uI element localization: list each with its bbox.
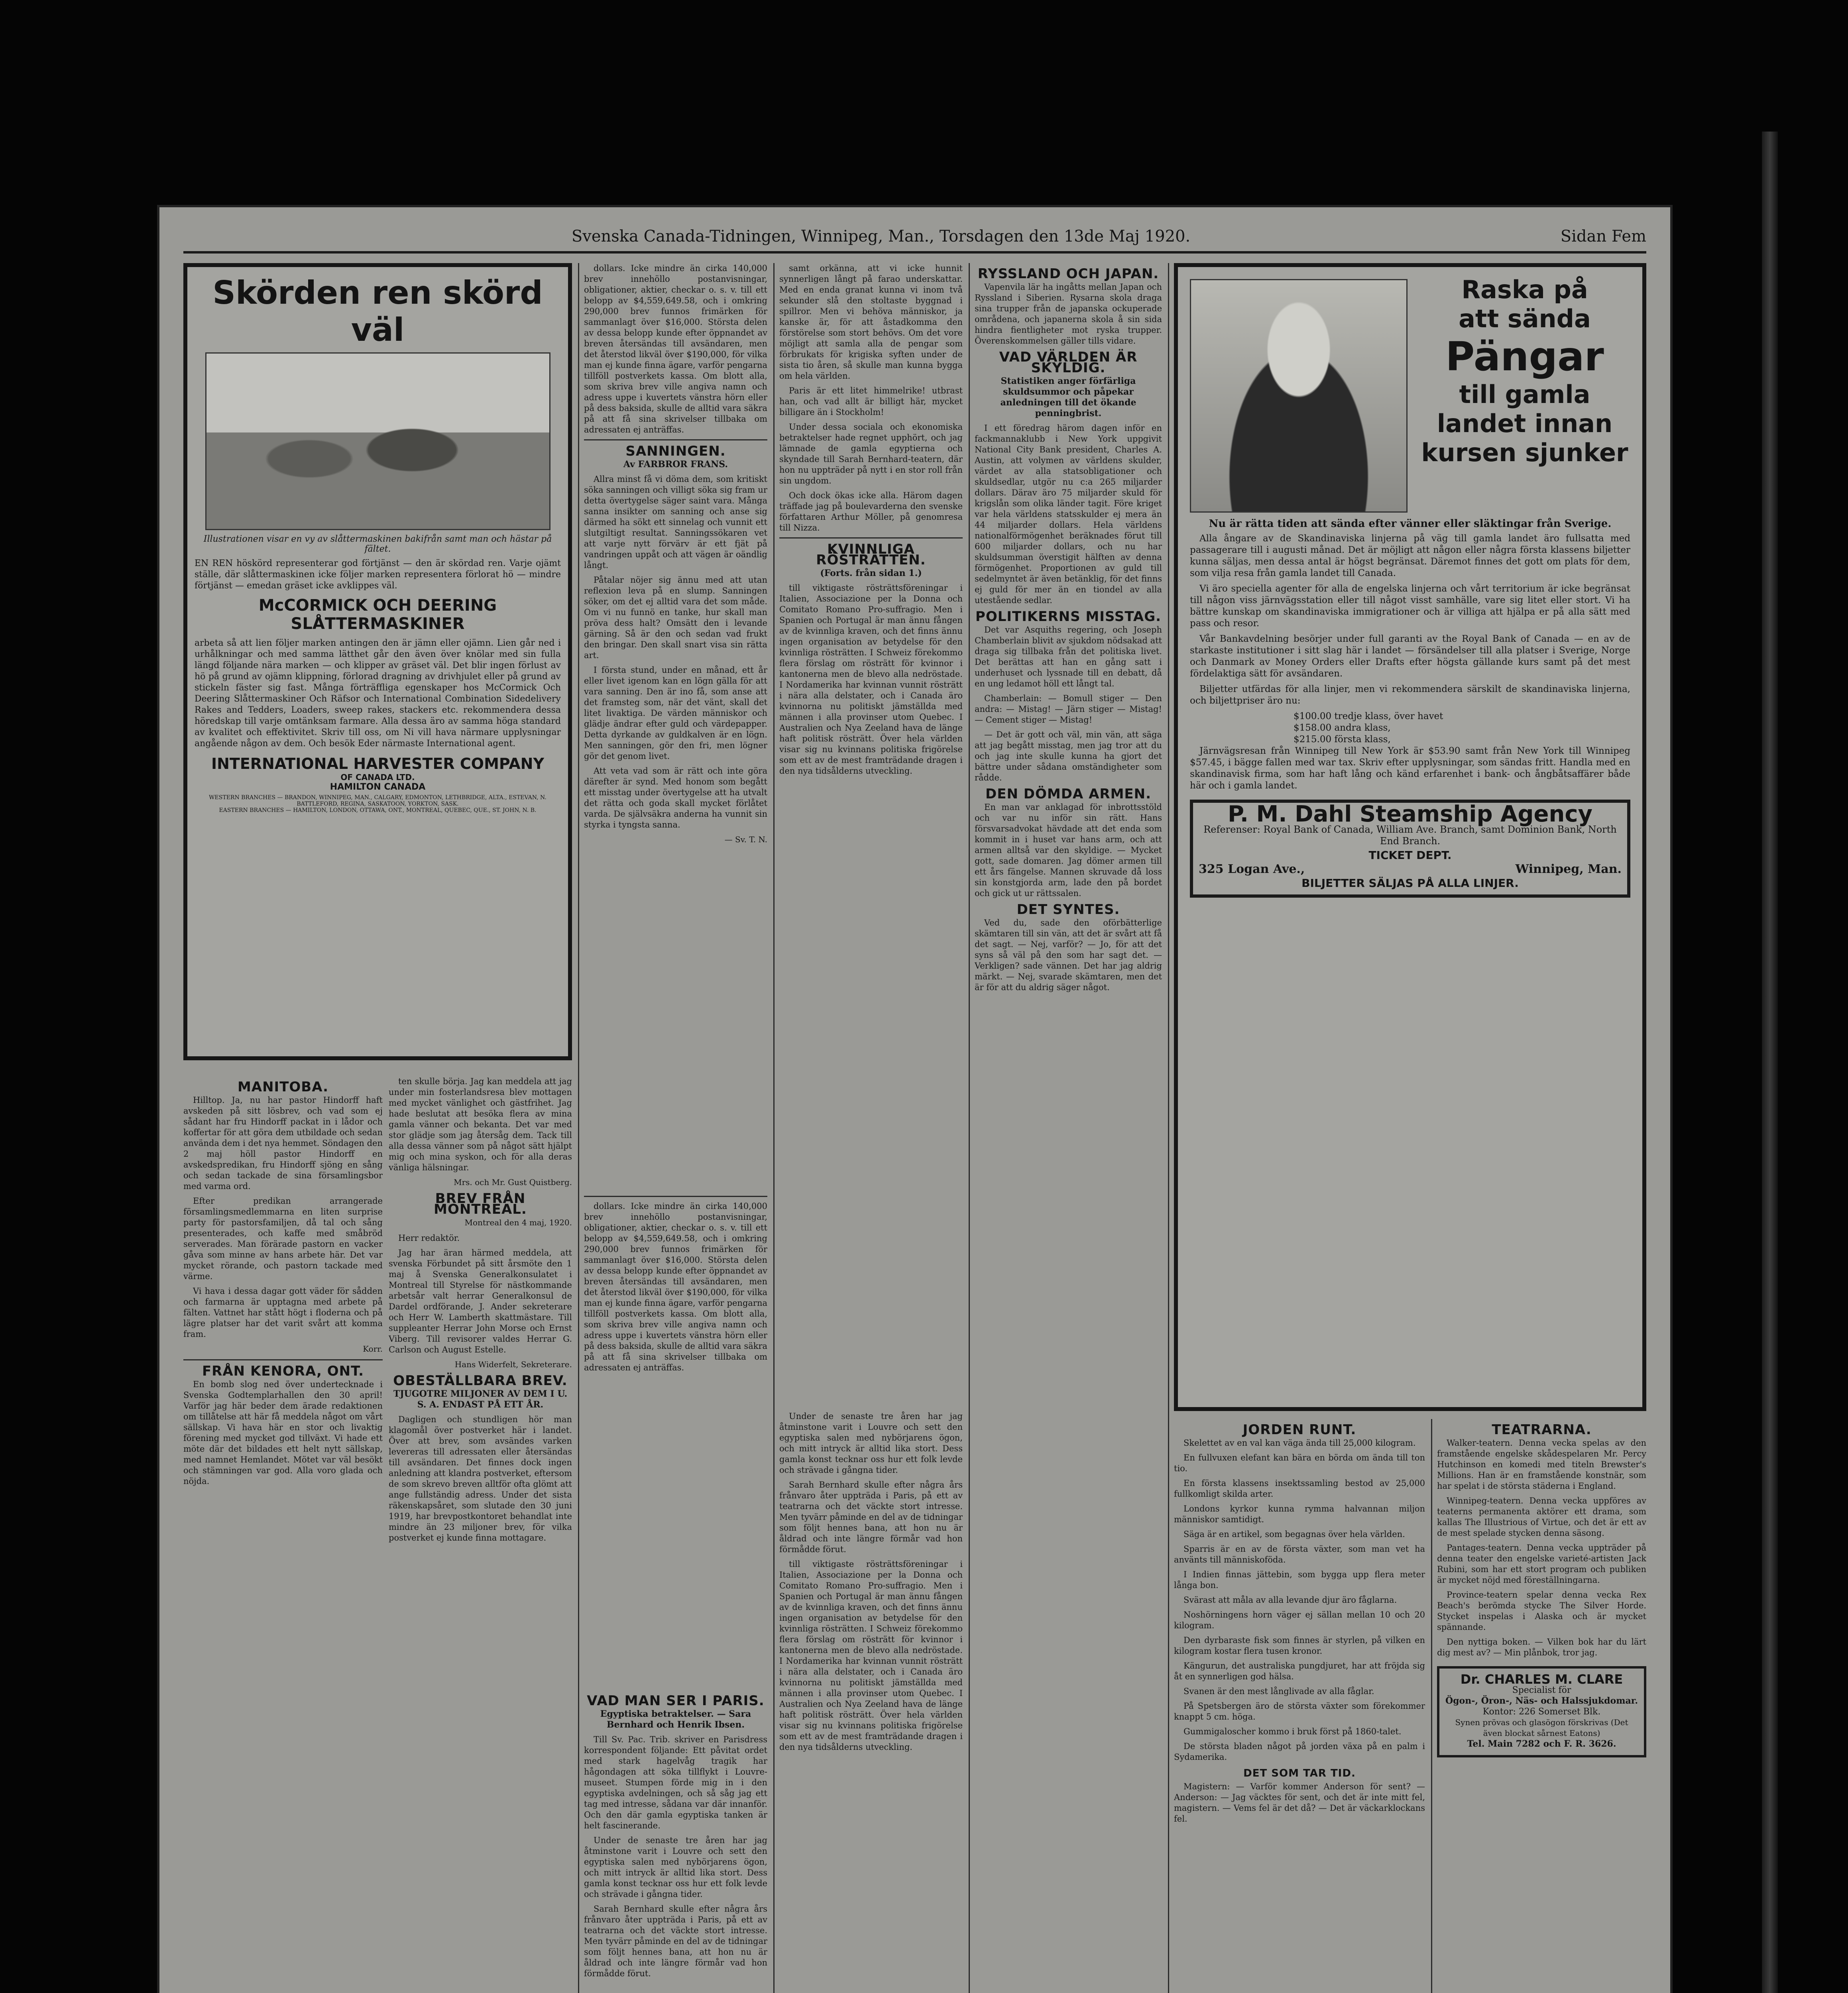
article-signature: Mrs. och Mr. Gust Quistberg. [454, 1177, 572, 1187]
article-signature: — Sv. T. N. [724, 835, 767, 844]
ad-city: HAMILTON CANADA [330, 782, 426, 792]
column-2-bottom [584, 1690, 767, 1993]
ad-headline: att sända [1459, 304, 1591, 333]
article-subheading: Statistiken anger förfärliga skuldsummor och påpekar anledningen till det ökande penningbrist. [1000, 376, 1136, 419]
doctor-specialty: Ögon-, Öron-, Näs- och Halssjukdomar. [1445, 1696, 1638, 1706]
article-text: Vapenvila lär ha ingåtts mellan Japan och Ryssland i Siberien. Rysarna skola draga sina trupper från de japanska ockuperade områdena, och japanerna skola å sin sida hindra fientligheter mot ryska trupper. Överenskommelsen gäller tills vidare. [975, 282, 1162, 346]
newspaper-page [159, 207, 1670, 1993]
article-text: Dagligen och stundligen hör man klagomål över postverket här i landet. Över att brev, som avsändes varken levereras till adressaten eller återsändas till avsändaren. Det finnes dock ingen anledning att klandra postverket, eftersom de som skrevo breven alltför ofta glömt att ange fullständig adress. Under det sista räkenskapsåret, som slutade den 30 juni 1919, har brevpostkontoret behandlat inte mindre än 23 miljoner brev, för vilka postverket ej kunde finna mottagare. [389, 1415, 572, 1543]
ad-body: arbeta så att lien följer marken antingen den är jämn eller ojämn. Lien går ned i urhålkningar och med samma lätthet går den även över knölar med sin fulla längd följande nära marken — och klipper av gräset väl. Det blir ingen förlust av hö på grund av ojämn klippning, förlorad dragning av drivhjulet eller på grund av stickeln fäster sig fast. Många förträffliga egenskaper hos McCormick Och Deering Slåttermaskiner Och Räfsor och International Combination Sidedelivery Rakes and Tedders, Loaders, sweep rakes, stackers etc. rekommendera dessa höredskap till varje omtänksam farmare. Alla dessa äro av samma höga standard av kvalitet och effektivitet. Skriv till oss, om Ni vill hava närmare upplysningar angående någon av dem. Och besök Eder närmaste International agent. [195, 638, 561, 749]
agency-footer: BILJETTER SÄLJAS PÅ ALLA LINJER. [1301, 877, 1519, 890]
ad-text: Vi äro speciella agenter för alla de engelska linjerna och vårt territorium är icke begränsat till någon viss järnvägsstation eller till något visst samhälle, vare sig litet eller stort. Vi ha bättre kunskap om skandinaviska immigrationer och är villiga att hjälpa er på alla sätt med pass och resor. [1190, 584, 1630, 629]
article-text: Till Sv. Pac. Trib. skriver en Parisdress korrespondent följande: Ett påvitat ordet med stark hagelvåg tragik har hågondagen att söka tillflykt i Louvre-museet. Stumpen förde mig in i den egyptiska avdelningen, och så såg jag ett tag med intresse, sådana var där innanför. Och den där gamla egyptiska tanken är helt fascinerande. [584, 1735, 767, 1830]
column-2-middle [584, 1196, 767, 1682]
column-teatrarna [1437, 1419, 1646, 1993]
doctor-title: Specialist för [1512, 1685, 1571, 1695]
ad-branches-east: EASTERN BRANCHES — HAMILTON, LONDON, OTTAWA, ONT., MONTREAL, QUEBEC, QUE., ST. JOHN, N. B. [219, 807, 537, 814]
article-text: Magistern: — Varför kommer Anderson för sent? — Anderson: — Jag väcktes för sent, och det är inte mitt fel, magistern. — Vems fel är det då? — Det är väckarklockans fel. [1174, 1782, 1425, 1824]
ad-headline: kursen sjunker [1421, 438, 1628, 467]
column-1-bottom-left [183, 1076, 383, 1993]
doctor-advertisement [1437, 1666, 1646, 1757]
article-text: Och dock ökas icke alla. Härom dagen träffade jag på boulevarderna den svenske författaren Arthur Möller, på genomresa till Nizza. [779, 491, 963, 533]
fact-item: En fullvuxen elefant kan bära en börda om ända till ton tio. [1174, 1453, 1425, 1473]
ad-text: Biljetter utfärdas för alla linjer, men vi rekommendera särskilt de skandinaviska linjerna, och biljettpriser äro nu: [1190, 684, 1630, 706]
article-text: dollars. Icke mindre än cirka 140,000 brev innehöllo postanvisningar, obligationer, aktier, checkar o. s. v. till ett belopp av $4,559,649.58, och i omkring 290,000 brev funnos frimärken för sammanlagt över $16,000. Största delen av dessa belopp kunde efter öppnandet av breven återsändas till avsändaren, men det återstod likväl över $190,000, för vilka man ej kunde finna ägare, varför pengarna tillföll postverkets kassa. Om blott alla, som skriva brev ville angiva namn och adress uppe i kuvertets vänstra hörn eller på dess baksida, skulle de alltid vara säkra på att få sina skrivelser tillbaka om adressaten ej anträffas. [584, 263, 767, 434]
price-list [1190, 711, 1630, 745]
article-signature: Korr. [363, 1344, 383, 1354]
ad-branches-west: WESTERN BRANCHES — BRANDON, WINNIPEG, MAN., CALGARY, EDMONTON, LETHBRIDGE, ALTA., ESTEVAN, N. BATTLEFORD, REGINA, SASKATOON, YORKTON, SASK. [209, 794, 547, 807]
article-heading: MANITOBA. [237, 1079, 329, 1095]
column-3-bottom [779, 1411, 963, 1993]
fact-item: Londons kyrkor kunna rymma halvannan miljon människor samtidigt. [1174, 1504, 1425, 1524]
article-text: Allra minst få vi döma dem, som kritiskt söka sanningen och villigt söka sig fram ur detta övertygelse säger saint vara. Många sanna insikter om sanning och anse sig därmed ha sökt ett sinnelag och vunnit ett slutgiltigt resultat. Sanningssökaren vet att varje nytt förvärv är ett fjät på vandringen uppåt och att vägen är oändlig långt. [584, 474, 767, 570]
agency-city: Winnipeg, Man. [1515, 862, 1622, 876]
article-heading: VAD VÄRLDEN ÄR SKYLDIG. [999, 349, 1138, 376]
fact-item: I Indien finnas jättebin, som bygga upp flera meter långa bon. [1174, 1570, 1425, 1590]
ad-headline: Raska på [1461, 275, 1588, 304]
fact-item: Skelettet av en val kan väga ända till 25,000 kilogram. [1184, 1438, 1416, 1448]
article-text: En bomb slog ned över undertecknade i Svenska Godtemplarhallen den 30 april! Varför jag här beder dem ärade redaktionen om tillåtelse att här få meddela något om vårt sällskap. Vi hava här en stor och livaktig förening med mycket god tillväxt. Vi hade ett möte där det bildades ett helt nytt sällskap, med namnet Hemlandet. Mötet var väl besökt och stämningen var god. Alla voro glada och nöjda. [183, 1380, 383, 1486]
ad-text: Järnvägsresan från Winnipeg till New York är $53.90 samt från New York till Winnipeg $57.45, i bägge fallen med war tax. Skriv efter upplysningar, som sändas fritt. Handla med en skandinavisk firma, som har haft lång och känd erfarenhet i bank- och ångbåtsaffärer både här och i gamla landet. [1190, 746, 1630, 791]
doctor-name: Dr. CHARLES M. CLARE [1460, 1672, 1623, 1687]
theatre-item: Winnipeg-teatern. Denna vecka uppföres av teaterns permanenta aktörer ett drama, som kallas The Illustrious of Virtue, och det är ett av de mest spelade stycken denna säsong. [1437, 1496, 1646, 1538]
article-heading: JORDEN RUNT. [1242, 1422, 1357, 1438]
article-heading: VAD MAN SER I PARIS. [587, 1693, 765, 1709]
column-rule [578, 263, 579, 1993]
article-heading: TEATRARNA. [1492, 1422, 1592, 1438]
article-heading: BREV FRÅN MONTREAL. [434, 1191, 527, 1217]
article-text: Att veta vad som är rätt och inte göra därefter är synd. Med honom som begått ett misstag under övertygelse att ha utvalt det rätta och goda skall mycket förlåtet varda. De självsäkra anderna ha vunnit sin styrka i tyngsta sanna. [584, 766, 767, 829]
article-text: till viktigaste rösträttsföreningar i Italien, Associazione per la Donna och Comitato Romano Pro-suffragio. Men i Spanien och Portugal är man ännu fången av de kvinnliga kraven, och det finns ännu ingen organisation av betydelse för den kvinnliga rösträtten. I Schweiz förekommo flera förslag om rösträtt för kvinnor i kantonerna men de blevo alla nedröstade. I Nordamerika har kvinnan vunnit rösträtt i nära alla delstater, och i Canada äro kvinnorna nu politiskt jämställda med männen i alla provinser utom Quebec. I Australien och Nya Zeeland hava de länge haft politisk rösträtt. Över hela världen visar sig nu kvinnans politiska frigörelse som ett av de mest framträdande dragen i den nya tidsålderns utveckling. [779, 583, 963, 776]
agency-name: P. M. Dahl Steamship Agency [1227, 801, 1593, 827]
page-number-label: Sidan Fem [1560, 227, 1646, 246]
fact-list [1174, 1438, 1425, 1763]
article-text: Jag har äran härmed meddela, att svenska Förbundet på sitt årsmöte den 1 maj å Svenska Generalkonsulatet i Montreal till Styrelse för nästkommande arbetsår valt herrar Generalkonsul de Dardel ordförande, J. Ander sekreterare och Herr W. Lamberth skattmästare. Till suppleanter Herrar John Morse och Ernst Viberg. Till revisorer valdes Herrar G. Carlson och August Estelle. [389, 1248, 572, 1354]
article-subheading: (Forts. från sidan 1.) [820, 568, 922, 578]
letter-salutation: Herr redaktör. [398, 1233, 460, 1243]
article-heading: DET SOM TAR TID. [1243, 1767, 1356, 1779]
fact-item: Svärast att måla av alla levande djur äro fåglarna. [1184, 1595, 1397, 1605]
steamship-agency-advertisement [1174, 263, 1646, 1411]
masthead [183, 227, 1646, 254]
article-text: Sarah Bernhard skulle efter några års frånvaro åter uppträda i Paris, på ett av teatrarna och det väckte stort intresse. Men tyvärr påminde en del av de tidningar som följt hennes bana, att hon nu är åldrad och inte längre förmår vad hon förmådde förut. [584, 1904, 767, 1978]
ad-headline: landet innan [1437, 409, 1613, 438]
theatre-item: Walker-teatern. Denna vecka spelas av den framstående engelske skådespelaren Mr. Percy Hutchinson en komedi med titeln Brewster's Millions. Han är en framstående konstnär, som har spelat i de största städerna i England. [1437, 1438, 1646, 1491]
article-heading: SANNINGEN. [625, 443, 726, 459]
fact-item: Säga är en artikel, som begagnas över hela världen. [1184, 1529, 1405, 1539]
fact-item: Svanen är den mest långlivade av alla fåglar. [1184, 1686, 1374, 1696]
article-byline: Av FARBROR FRANS. [623, 459, 728, 470]
ad-intro: EN REN höskörd representerar god förtjänst — den är skördad ren. Varje ojämt ställe, där slåttermaskinen icke följer marken representera förlorat hö — mindre förtjänst — emedan gräset icke avklippes väl. [195, 558, 561, 591]
article-text: Sarah Bernhard skulle efter några års frånvaro åter uppträda i Paris, på ett av teatrarna och det väckte stort intresse. Men tyvärr påminde en del av de tidningar som följt hennes bana, att hon nu är åldrad och inte längre förmår vad hon förmådde förut. [779, 1480, 963, 1554]
ad-text: Alla ångare av de Skandinaviska linjerna på väg till gamla landet äro fullsatta med passagerare till i augusti månad. Det är möjligt att någon eller några första klassens biljetter kunna säljas, men dessa antal är högst begränsat. Däremot finnes det gott om plats för dem, som vilja resa från gamla landet till Canada. [1190, 533, 1630, 578]
ad-body-block [1190, 518, 1630, 898]
article-text: Under de senaste tre åren har jag åtminstone varit i Louvre och sett den egyptiska salen med nybörjarens ögon, och mitt intryck är alltid lika stort. Dess gamla konst tecknar oss hur ett folk levde och strävade i gångna tider. [584, 1836, 767, 1899]
price-item: $158.00 andra klass, [1294, 723, 1391, 733]
ad-headline: till gamla [1459, 380, 1590, 409]
theatre-item: Pantages-teatern. Denna vecka uppträder på denna teater den engelske varieté-artisten Jack Rubini, som har ett stort program och publiken är mycket nöjd med föreställningarna. [1437, 1543, 1646, 1585]
article-text: Paris är ett litet himmelrike! utbrast han, och vad allt är billigt här, mycket billigare än i Stockholm! [779, 386, 963, 417]
column-rule [773, 263, 775, 1993]
article-text: Ved du, sade den oförbätterlige skämtaren till sin vän, att det är svårt att få det sagt. — Nej, varför? — Jo, för att det syns så väl på den som har sagt det. — Verkligen? sade vännen. Det har jag aldrig märkt. — Nej, svarade skämtaren, men det är för att du aldrig säger något. [975, 918, 1162, 992]
harvester-advertisement [183, 263, 572, 1060]
ticket-dept: TICKET DEPT. [1368, 849, 1452, 862]
article-text: Vi hava i dessa dagar gott väder för sådden och farmarna är upptagna med arbete på fälten. Vattnet har stått högt i floderna och på lägre platser har det varit svårt att komma fram. [183, 1286, 383, 1339]
article-text: Chamberlain: — Bomull stiger — Den andra: — Mistag! — Järn stiger — Mistag! — Cement stiger — Mistag! [975, 694, 1162, 725]
letter-date: Montreal den 4 maj, 1920. [464, 1218, 572, 1227]
fact-item: Gummigaloscher kommo i bruk först på 1860-talet. [1184, 1727, 1402, 1736]
article-text: ten skulle börja. Jag kan meddela att jag under min fosterlandsresa blev mottagen med mycket vänlighet och gästfrihet. Jag hade beslutat att besöka flera av mina gamla vänner och bekanta. Det var med stor glädje som jag återsåg dem. Tack till alla dessa vänner som på något sätt hjälpt mig och mina syskon, och för alla deras vänliga hälsningar. [389, 1077, 572, 1172]
fact-item: De största bladen något på jorden växa på en palm i Sydamerika. [1174, 1741, 1425, 1762]
ad-company: INTERNATIONAL HARVESTER COMPANY [211, 755, 545, 772]
article-text: Påtalar nöjer sig ännu med att utan reflexion leva på en slump. Sanningen söker, om det ej alltid vara det som måde. Om vi nu funnö en tanke, hur skall man pröva dess halt? Omsätt den i levande gärning. Så är den och sedan vad frukt den bringar. Den skall snart visa sin rätta art. [584, 575, 767, 660]
agency-box [1190, 800, 1630, 898]
article-text: Hilltop. Ja, nu har pastor Hindorff haft avskeden på sitt lösbrev, och vad som ej sådant har fru Hindorff packat in i lådor och koffertar för att göra dem utbildade och sedan använda dem i det nya hemmet. Söndagen den 2 maj höll pastor Hindorff en avskedspredikan, fru Hindorff sjöng en sång och sedan tackade de sina församlingsbor med varma ord. [183, 1095, 383, 1191]
article-text: En man var anklagad för inbrottsstöld och var nu inför sin rätt. Hans försvarsadvokat hävdade att det enda som kommit in i huset var hans arm, och att armen alltså var den skyldige. — Mycket gott, sade domaren. Jag dömer armen till ett års fängelse. Mannen skruvade då loss sin konstgjorda arm, lade den på bordet och gick ut ur rättssalen. [975, 802, 1162, 898]
article-text: till viktigaste rösträttsföreningar i Italien, Associazione per la Donna och Comitato Romano Pro-suffragio. Men i Spanien och Portugal är man ännu fången av de kvinnliga kraven, och det finns ännu ingen organisation av betydelse för den kvinnliga rösträtten. I Schweiz förekommo flera förslag om rösträtt för kvinnor i kantonerna men de blevo alla nedröstade. I Nordamerika har kvinnan vunnit rösträtt i nära alla delstater, och i Canada äro kvinnorna nu politiskt jämställda med männen i alla provinser utom Quebec. I Australien och Nya Zeeland hava de länge haft politisk rösträtt. Över hela världen visar sig nu kvinnans politiska frigörelse som ett av de mest framträdande dragen i den nya tidsålderns utveckling. [779, 1559, 963, 1752]
article-text: Under dessa sociala och ekonomiska betraktelser hade regnet upphört, och jag lämnade de gamla egyptierna och skyndade till Sarah Bernhard-teatern, där hon nu uppträder på nytt i en stor roll från sin ungdom. [779, 422, 963, 485]
article-text: Efter predikan arrangerade församlingsmedlemmarna en liten surprise party för pastorsfamiljen, då tal och sång presenterades, och kaffe med småbröd serverades. Man förärade pastorn en vacker gåva som minne av hans arbete här. Det var mycket rörande, och pastorn tackade med värme. [183, 1196, 383, 1281]
doctor-phone: Tel. Main 7282 och F. R. 3626. [1467, 1739, 1616, 1749]
film-edge [1762, 132, 1778, 1993]
column-rule [1168, 263, 1169, 1993]
fact-item: På Spetsbergen äro de största växter som förekommer knappt 5 cm. höga. [1174, 1701, 1425, 1722]
article-subheading: Egyptiska betraktelser. — Sara Bernhard och Henrik Ibsen. [600, 1709, 751, 1730]
fact-item: Kängurun, det australiska pungdjuret, har att fröjda sig åt en synnerligen god hälsa. [1174, 1661, 1425, 1681]
section-divider [584, 1196, 767, 1197]
ad-headline-block [1417, 275, 1632, 467]
article-text: Under de senaste tre åren har jag åtminstone varit i Louvre och sett den egyptiska salen med nybörjarens ögon, och mitt intryck är alltid lika stort. Dess gamla konst tecknar oss hur ett folk levde och strävade i gångna tider. [779, 1411, 963, 1475]
article-heading: OBESTÄLLBARA BREV. [393, 1373, 568, 1389]
article-text: dollars. Icke mindre än cirka 140,000 brev innehöllo postanvisningar, obligationer, aktier, checkar o. s. v. till ett belopp av $4,559,649.58, och i omkring 290,000 brev funnos frimärken för sammanlagt över $16,000. Största delen av dessa belopp kunde efter öppnandet av breven återsändas till avsändaren, men det återstod likväl över $190,000, för vilka man ej kunde finna ägare, varför pengarna tillföll postverkets kassa. Om blott alla, som skriva brev ville angiva namn och adress uppe i kuvertets vänstra hörn eller på dess baksida, skulle de alltid vara säkra på att få sina skrivelser tillbaka om adressaten ej anträffas. [584, 1201, 767, 1372]
agency-address: 325 Logan Ave., [1199, 862, 1305, 876]
agency-address-row [1199, 863, 1622, 875]
ad-text: Vår Bankavdelning besörjer under full garanti av the Royal Bank of Canada — en av de starkaste institutioner i sitt slag här i landet — försändelser till alla platser i Sverige, Norge och Danmark av Money Orders eller Drafts efter högsta gällande kurs samt på det mest fördelaktiga sätt för avsändaren. [1190, 634, 1630, 679]
fact-item: En första klassens insektssamling bestod av 25,000 fullkomligt skilda arter. [1174, 1478, 1425, 1499]
column-3-top [779, 263, 963, 1403]
section-divider [779, 537, 963, 539]
column-jorden-runt [1174, 1419, 1425, 1993]
column-rule [1431, 1419, 1432, 1993]
ad-headline: Skörden ren skörd väl [212, 274, 543, 348]
section-divider [584, 439, 767, 440]
ad-headline: Pängar [1445, 333, 1604, 380]
ad-subline: Nu är rätta tiden att sända efter vänner eller släktingar från Sverige. [1209, 518, 1612, 530]
article-heading: POLITIKERNS MISSTAG. [975, 609, 1162, 625]
doctor-text: Synen prövas och glasögon förskrivas (Det även blockat sårnest Eatons) [1455, 1718, 1628, 1738]
article-text: Den nyttiga boken. — Vilken bok har du lärt dig mest av? — Min plånbok, tror jag. [1437, 1637, 1646, 1657]
fact-item: Sparris är en av de första växter, som man vet ha använts till människoföda. [1174, 1544, 1425, 1565]
article-text: samt orkänna, att vi icke hunnit synnerligen långt på farao underskattar. Med en enda granat kunna vi inom två sekunder slå den stoltaste byggnad i spillror. Men vi behöva människor, ja kanske är, för att åstadkomma den förstörelse som stort behövs. Om det vore möjligt att samla alla de pengar som förbrukats för krigiska syften under de sista tio åren, så skulle man kunna bygga om hela världen. [779, 263, 963, 381]
price-item: $100.00 tredje klass, över havet [1294, 711, 1443, 721]
masthead-title: Svenska Canada-Tidningen, Winnipeg, Man., Torsdagen den 13de Maj 1920. [571, 227, 1191, 246]
theatre-item: Province-teatern spelar denna vecka Rex Beach's berömda stycke The Silver Horde. Stycket inspelas i Alaska och är mycket spännande. [1437, 1590, 1646, 1632]
article-text: I ett föredrag härom dagen inför en fackmannaklubb i New York uppgivit National City Bank president, Charles A. Austin, att volymen av världens skulder, värdet av alla statsobligationer och skuldsedlar, utgör nu c:a 265 miljarder dollars. Därav äro 75 miljarder skuld för krigslån som olika länder tagit. Före kriget var hela världens statsskulder ej mera än 44 miljarder dollars. Hela världens nationalförmögenhet beräknades förut till 600 miljarder dollars, och nu har skuldsumman överstigit hälften av denna förmögenhet. Proportionen av guld till sedelmyntet är även betänklig, för det finns ej guld för mer än en tiondel av alla utestående sedlar. [975, 423, 1162, 605]
ad-company-sub: OF CANADA LTD. [340, 772, 415, 782]
article-text: I första stund, under en månad, ett år eller livet igenom kan en lögn gälla för att vara sanning. Den är ino få, som anse att det framsteg som, när det vänt, skall det litet livaktiga. De värden människor och glädje ändrar efter guld och värdepapper. Detta dyrkande av guldkalven är en lögn. Men sanningen, gör den fri, men lögner gör det genom livet. [584, 665, 767, 761]
article-signature: Hans Widerfelt, Sekreterare. [454, 1360, 572, 1369]
article-text: — Det är gott och väl, min vän, att säga att jag begått misstag, men jag tror att du och jag inte skulle kunna ha gjort det bättre under sådana omständigheter som rådde. [975, 730, 1162, 782]
article-heading: FRÅN KENORA, ONT. [202, 1363, 364, 1379]
pointing-man-portrait [1190, 279, 1408, 513]
article-heading: RYSSLAND OCH JAPAN. [977, 266, 1159, 282]
column-rule [969, 263, 970, 1993]
mowing-machine-illustration [205, 352, 550, 530]
article-subheading: TJUGOTRE MILJONER AV DEM I U. S. A. ENDAST PÅ ETT ÅR. [393, 1389, 568, 1410]
illustration-caption: Illustrationen visar en vy av slåttermaskinen bakifrån samt man och hästar på fältet. [203, 534, 552, 554]
column-4 [975, 263, 1162, 1993]
article-heading: DEN DÖMDA ARMEN. [985, 786, 1151, 802]
agency-references: Referenser: Royal Bank of Canada, William Ave. Branch, samt Dominion Bank, North End Branch. [1203, 824, 1617, 847]
section-divider [183, 1359, 383, 1360]
fact-item: Noshörningens horn väger ej sällan mellan 10 och 20 kilogram. [1174, 1610, 1425, 1630]
article-text: Det var Asquiths regering, och Joseph Chamberlain blivit av sjukdom nödsakad att draga sig tillbaka från det politiska livet. Det berättas att han en gång satt i underhuset och lyssnade till en debatt, då en ung ledamot höll ett långt tal. [975, 625, 1162, 688]
column-1-bottom-right [389, 1076, 572, 1993]
fact-item: Den dyrbaraste fisk som finnes är styrlen, på vilken en kilogram kostar flera tusen kronor. [1174, 1635, 1425, 1656]
article-heading: DET SYNTES. [1016, 902, 1120, 918]
article-heading: KVINNLIGA RÖSTRÄTTEN. [816, 541, 926, 568]
price-item: $215.00 första klass, [1294, 734, 1391, 745]
ad-product-name: McCORMICK OCH DEERING SLÅTTERMASKINER [258, 596, 497, 633]
doctor-address: Kontor: 226 Somerset Blk. [1482, 1707, 1601, 1717]
column-2-top [584, 263, 767, 1188]
